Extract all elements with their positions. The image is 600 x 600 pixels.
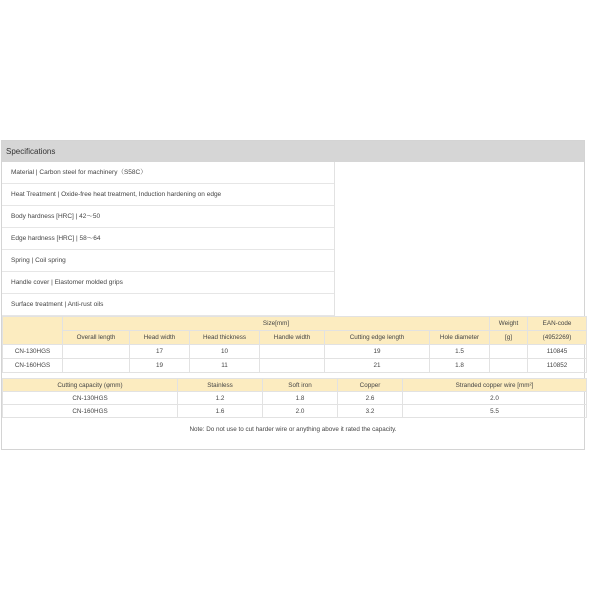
col-head-thickness: Head thickness bbox=[190, 331, 260, 345]
ean-cell: 110852 bbox=[528, 359, 587, 373]
specifications-header: Specifications bbox=[2, 141, 584, 162]
spec-heat-treatment: Heat Treatment | Oxide-free heat treatment, Induction hardening on edge bbox=[2, 184, 334, 206]
hole-diameter-cell: 1.8 bbox=[430, 359, 490, 373]
cap-col-soft-iron: Soft iron bbox=[263, 379, 338, 392]
weight-header: Weight bbox=[490, 317, 528, 331]
table-row bbox=[3, 345, 587, 359]
soft-iron-cell: 1.8 bbox=[263, 392, 338, 405]
copper-cell: 2.6 bbox=[338, 392, 403, 405]
model-cell: CN-130HGS bbox=[3, 392, 178, 405]
head-width-cell: 19 bbox=[130, 359, 190, 373]
cutting-edge-cell: 21 bbox=[325, 359, 430, 373]
ean-prefix-header: (4952269) bbox=[528, 331, 587, 345]
stranded-cell: 2.0 bbox=[403, 392, 587, 405]
cap-col-stainless: Stainless bbox=[178, 379, 263, 392]
head-thickness-cell: 10 bbox=[190, 345, 260, 359]
cutting-edge-cell: 19 bbox=[325, 345, 430, 359]
ean-cell: 110845 bbox=[528, 345, 587, 359]
spec-list bbox=[2, 162, 335, 316]
spec-handle-cover: Handle cover | Elastomer molded grips bbox=[2, 272, 334, 294]
col-hole-diameter: Hole diameter bbox=[430, 331, 490, 345]
stainless-cell: 1.2 bbox=[178, 392, 263, 405]
stainless-cell: 1.6 bbox=[178, 405, 263, 418]
capacity-table bbox=[2, 378, 587, 418]
weight-cell bbox=[490, 359, 528, 373]
table-row bbox=[3, 392, 587, 405]
handle-width-cell bbox=[260, 345, 325, 359]
col-cutting-edge-length: Cutting edge length bbox=[325, 331, 430, 345]
model-cell: CN-130HGS bbox=[3, 345, 63, 359]
col-head-width: Head width bbox=[130, 331, 190, 345]
soft-iron-cell: 2.0 bbox=[263, 405, 338, 418]
size-table bbox=[2, 316, 587, 373]
cap-col-model: Cutting capacity (φmm) bbox=[3, 379, 178, 392]
weight-unit-header: [g] bbox=[490, 331, 528, 345]
ean-header: EAN-code bbox=[528, 317, 587, 331]
hole-diameter-cell: 1.5 bbox=[430, 345, 490, 359]
size-group-header: Size[mm] bbox=[63, 317, 490, 331]
spec-surface-treatment: Surface treatment | Anti-rust oils bbox=[2, 294, 334, 316]
specifications-panel bbox=[1, 140, 585, 450]
overall-length-cell bbox=[63, 359, 130, 373]
spec-edge-hardness: Edge hardness [HRC] | 58～64 bbox=[2, 228, 334, 250]
cap-col-copper: Copper bbox=[338, 379, 403, 392]
head-width-cell: 17 bbox=[130, 345, 190, 359]
spec-spring: Spring | Coil spring bbox=[2, 250, 334, 272]
spec-material: Material | Carbon steel for machinery（S58C） bbox=[2, 162, 334, 184]
weight-cell bbox=[490, 345, 528, 359]
model-cell: CN-160HGS bbox=[3, 359, 63, 373]
table-row bbox=[3, 359, 587, 373]
cap-col-stranded: Stranded copper wire [mm²] bbox=[403, 379, 587, 392]
model-cell: CN-160HGS bbox=[3, 405, 178, 418]
table-row bbox=[3, 405, 587, 418]
spec-body-hardness: Body hardness [HRC] | 42～50 bbox=[2, 206, 334, 228]
head-thickness-cell: 11 bbox=[190, 359, 260, 373]
copper-cell: 3.2 bbox=[338, 405, 403, 418]
stranded-cell: 5.5 bbox=[403, 405, 587, 418]
handle-width-cell bbox=[260, 359, 325, 373]
col-handle-width: Handle width bbox=[260, 331, 325, 345]
model-header-cell bbox=[3, 317, 63, 345]
capacity-note: Note: Do not use to cut harder wire or anything above it rated the capacity. bbox=[189, 426, 397, 433]
col-overall-length: Overall length bbox=[63, 331, 130, 345]
overall-length-cell bbox=[63, 345, 130, 359]
